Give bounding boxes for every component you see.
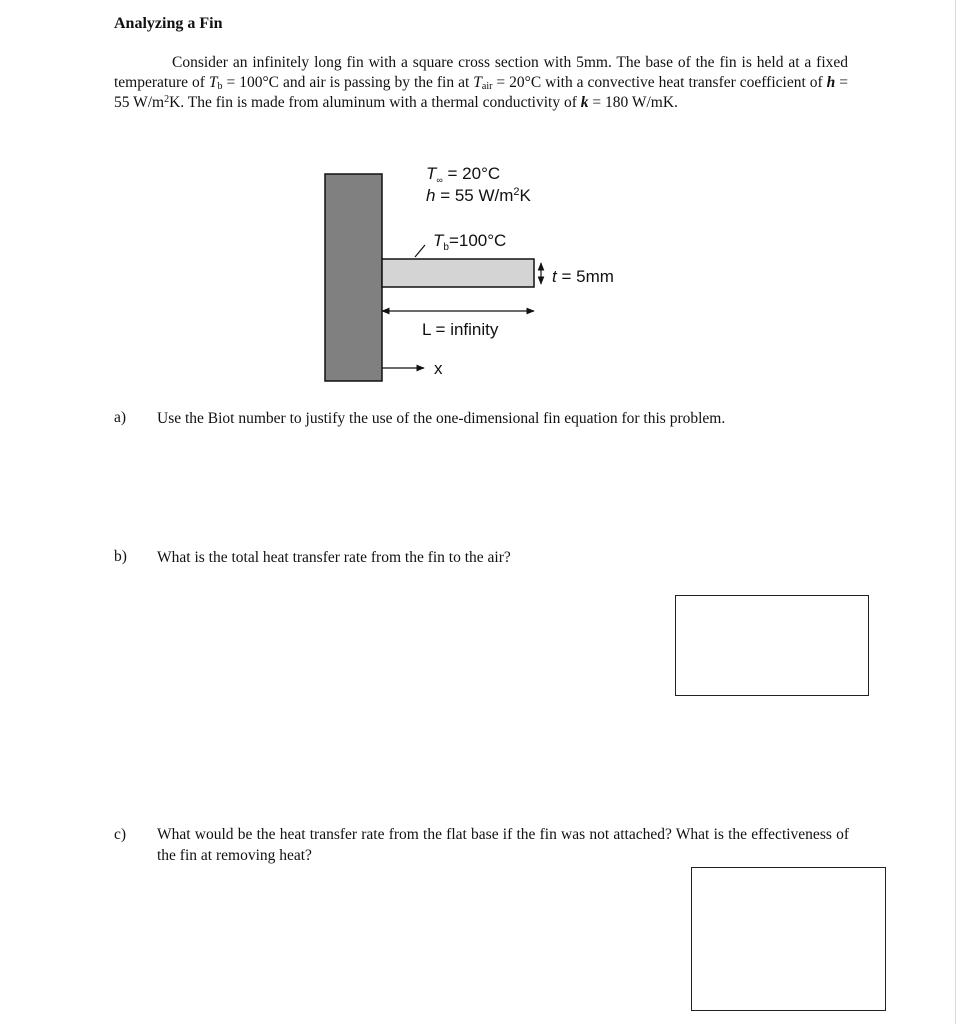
page-title: Analyzing a Fin xyxy=(114,15,223,32)
base-temp-label: $T_b=100^\circ C$ xyxy=(433,231,507,253)
wall-base xyxy=(325,174,382,381)
question-a-text: Use the Biot number to justify the use of the one-dimensional fin equation for this problem. xyxy=(157,410,726,427)
thickness-label: t = 5mm xyxy=(552,267,614,286)
question-c-letter: c) xyxy=(114,826,127,843)
ambient-temp-label: $T_\infty = 20^\circ C$ xyxy=(426,164,501,185)
question-b-text: What is the total heat transfer rate from the fin to the air? xyxy=(157,549,511,566)
convection-coefficient-label: h = 55 $W/m^2K$ xyxy=(426,186,531,205)
question-c-text: What would be the heat transfer rate from the flat base if the fin was not attached? What is the effectiveness of the fin at removing heat? xyxy=(157,826,849,864)
x-axis-label: x xyxy=(434,359,443,378)
fin-body xyxy=(382,259,534,287)
problem-statement: Consider an infinitely long fin with a square cross section with 5mm. The base of the fin is held at a fixed temperature of $T_b = 100^\circ C$ and air is passing by the fin at $T_{air} = 20^\circ C$ with a convective heat transfer coefficient of h = 55 $W/m^2K$. The fin is made from aluminum with a thermal conductivity of k = 180 W/mK. xyxy=(114,54,848,111)
answer-box-c[interactable] xyxy=(691,867,886,1011)
fin-diagram xyxy=(300,150,660,390)
question-a-letter: a) xyxy=(114,409,127,426)
question-b-letter: b) xyxy=(114,548,127,565)
length-label: L = infinity xyxy=(422,320,499,339)
base-temp-leader xyxy=(415,245,425,257)
answer-box-b[interactable] xyxy=(675,595,869,696)
